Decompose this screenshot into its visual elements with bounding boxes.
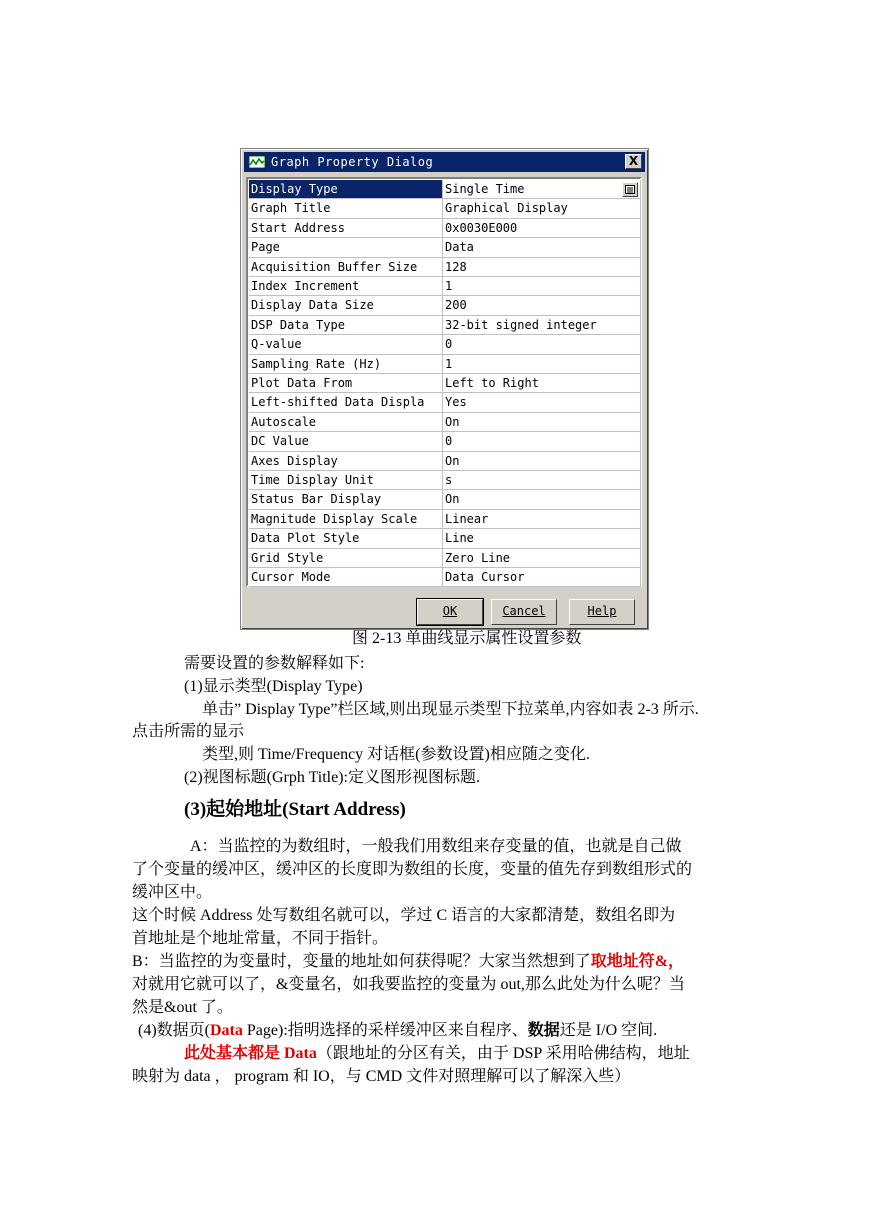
property-value[interactable]: Linear: [443, 510, 641, 529]
property-name[interactable]: Display Type: [249, 180, 443, 199]
property-row[interactable]: [249, 238, 641, 257]
property-value[interactable]: Line: [443, 529, 641, 548]
graph-icon: [249, 156, 265, 168]
property-name[interactable]: Cursor Mode: [249, 568, 443, 587]
property-value[interactable]: Yes: [443, 393, 641, 412]
property-value[interactable]: 0: [443, 335, 641, 354]
property-row[interactable]: [249, 510, 641, 529]
property-value[interactable]: 0x0030E000: [443, 219, 641, 238]
property-value[interactable]: On: [443, 452, 641, 471]
property-name[interactable]: Data Plot Style: [249, 529, 443, 548]
property-value[interactable]: Zero Line: [443, 549, 641, 568]
property-value[interactable]: s: [443, 471, 641, 490]
property-row[interactable]: [249, 432, 641, 451]
property-row[interactable]: [249, 219, 641, 238]
property-name[interactable]: Graph Title: [249, 199, 443, 218]
property-value[interactable]: Data Cursor: [443, 568, 641, 587]
section-1-text: 单击” Display Type”栏区域,则出现显示类型下拉菜单,内容如表 2-3 所示.: [202, 701, 699, 718]
property-row[interactable]: [249, 549, 641, 568]
property-name[interactable]: Left-shifted Data Displa: [249, 393, 443, 412]
property-value[interactable]: Left to Right: [443, 374, 641, 393]
property-row[interactable]: [249, 199, 641, 218]
close-button[interactable]: [625, 154, 642, 169]
property-name[interactable]: DSP Data Type: [249, 316, 443, 335]
ok-button[interactable]: OK: [417, 599, 483, 625]
section-1-title: (1)显示类型(Display Type): [184, 678, 363, 695]
property-value[interactable]: 1: [443, 277, 641, 296]
property-name[interactable]: Grid Style: [249, 549, 443, 568]
property-row[interactable]: [249, 180, 641, 199]
para-a-line-3: 缓冲区中。: [132, 884, 213, 901]
figure-caption: 图 2-13 单曲线显示属性设置参数: [352, 630, 582, 647]
property-row[interactable]: [249, 277, 641, 296]
property-row[interactable]: [249, 490, 641, 509]
property-name[interactable]: Index Increment: [249, 277, 443, 296]
property-value[interactable]: Data: [443, 238, 641, 257]
property-name[interactable]: Acquisition Buffer Size: [249, 258, 443, 277]
note-highlight: 此处基本都是 Data: [184, 1045, 317, 1062]
property-row[interactable]: [249, 335, 641, 354]
property-name[interactable]: Time Display Unit: [249, 471, 443, 490]
property-value[interactable]: On: [443, 490, 641, 509]
para-b-line-3: 然是&out 了。: [132, 999, 233, 1016]
section-3-heading: (3)起始地址(Start Address): [184, 799, 406, 820]
cancel-button[interactable]: Cancel: [491, 599, 557, 625]
property-row[interactable]: [249, 355, 641, 374]
property-value[interactable]: 0: [443, 432, 641, 451]
para-a-line-2: 了个变量的缓冲区，缓冲区的长度即为数组的长度，变量的值先存到数组形式的: [132, 861, 693, 878]
property-row[interactable]: [249, 568, 641, 587]
note-line-2: 映射为 data ， program 和 IO，与 CMD 文件对照理解可以了解深入些）: [132, 1068, 631, 1085]
property-row[interactable]: [249, 529, 641, 548]
property-row[interactable]: [249, 374, 641, 393]
data-highlight: Data: [210, 1022, 243, 1039]
property-value[interactable]: Single Time: [443, 180, 641, 199]
dropdown-list-icon[interactable]: [622, 182, 638, 197]
property-name[interactable]: Axes Display: [249, 452, 443, 471]
property-value[interactable]: Graphical Display: [443, 199, 641, 218]
property-value[interactable]: 32-bit signed integer: [443, 316, 641, 335]
help-button[interactable]: Help: [569, 599, 635, 625]
para-a-line-1: A：当监控的为数组时，一般我们用数组来存变量的值，也就是自己做: [190, 838, 682, 855]
note-line-1: [184, 1043, 690, 1065]
note-text: （跟地址的分区有关，由于 DSP 采用哈佛结构，地址: [316, 1045, 690, 1062]
section-4-text-e: 还是 I/O 空间.: [559, 1022, 658, 1039]
property-name[interactable]: Status Bar Display: [249, 490, 443, 509]
para-b-line-2: 对就用它就可以了，&变量名，如我要监控的变量为 out,那么此处为什么呢？当: [132, 976, 685, 993]
property-name[interactable]: Start Address: [249, 219, 443, 238]
property-name[interactable]: Display Data Size: [249, 296, 443, 315]
property-name[interactable]: Q-value: [249, 335, 443, 354]
property-name[interactable]: Page: [249, 238, 443, 257]
section-4-text-c: Page):指明选择的采样缓冲区来自程序、: [242, 1022, 528, 1039]
address-of-operator-highlight: 取地址符&，: [590, 953, 685, 970]
dialog-title: Graph Property Dialog: [271, 155, 434, 169]
intro-line: 需要设置的参数解释如下:: [184, 655, 365, 672]
graph-property-dialog: [240, 148, 649, 630]
section-4-title: [138, 1020, 657, 1042]
dialog-titlebar[interactable]: [244, 152, 645, 172]
section-4-text-a: (4)数据页(: [138, 1022, 210, 1039]
property-row[interactable]: [249, 413, 641, 432]
property-row[interactable]: [249, 296, 641, 315]
property-value[interactable]: 128: [443, 258, 641, 277]
para-b-line-1-text: B：当监控的为变量时，变量的地址如何获得呢？大家当然想到了: [132, 953, 591, 970]
para-a-line-4: 这个时候 Address 处写数组名就可以，学过 C 语言的大家都清楚，数组名即为: [132, 907, 676, 924]
para-b-line-1: [132, 951, 684, 973]
property-grid: [246, 177, 642, 587]
property-value[interactable]: 200: [443, 296, 641, 315]
property-name[interactable]: Autoscale: [249, 413, 443, 432]
property-row[interactable]: [249, 393, 641, 412]
property-row[interactable]: [249, 452, 641, 471]
close-icon: X: [628, 154, 639, 168]
property-name[interactable]: Magnitude Display Scale: [249, 510, 443, 529]
property-name[interactable]: DC Value: [249, 432, 443, 451]
property-value[interactable]: On: [443, 413, 641, 432]
property-row[interactable]: [249, 258, 641, 277]
section-1-text-3: 类型,则 Time/Frequency 对话框(参数设置)相应随之变化.: [202, 746, 590, 763]
data-bold-word: 数据: [527, 1022, 560, 1039]
property-value[interactable]: 1: [443, 355, 641, 374]
property-name[interactable]: Plot Data From: [249, 374, 443, 393]
section-1-text-2: 点击所需的显示: [132, 723, 245, 740]
property-name[interactable]: Sampling Rate (Hz): [249, 355, 443, 374]
property-row[interactable]: [249, 471, 641, 490]
property-row[interactable]: [249, 316, 641, 335]
section-2-title: (2)视图标题(Grph Title):定义图形视图标题.: [184, 769, 481, 786]
para-a-line-5: 首地址是个地址常量，不同于指针。: [132, 930, 389, 947]
